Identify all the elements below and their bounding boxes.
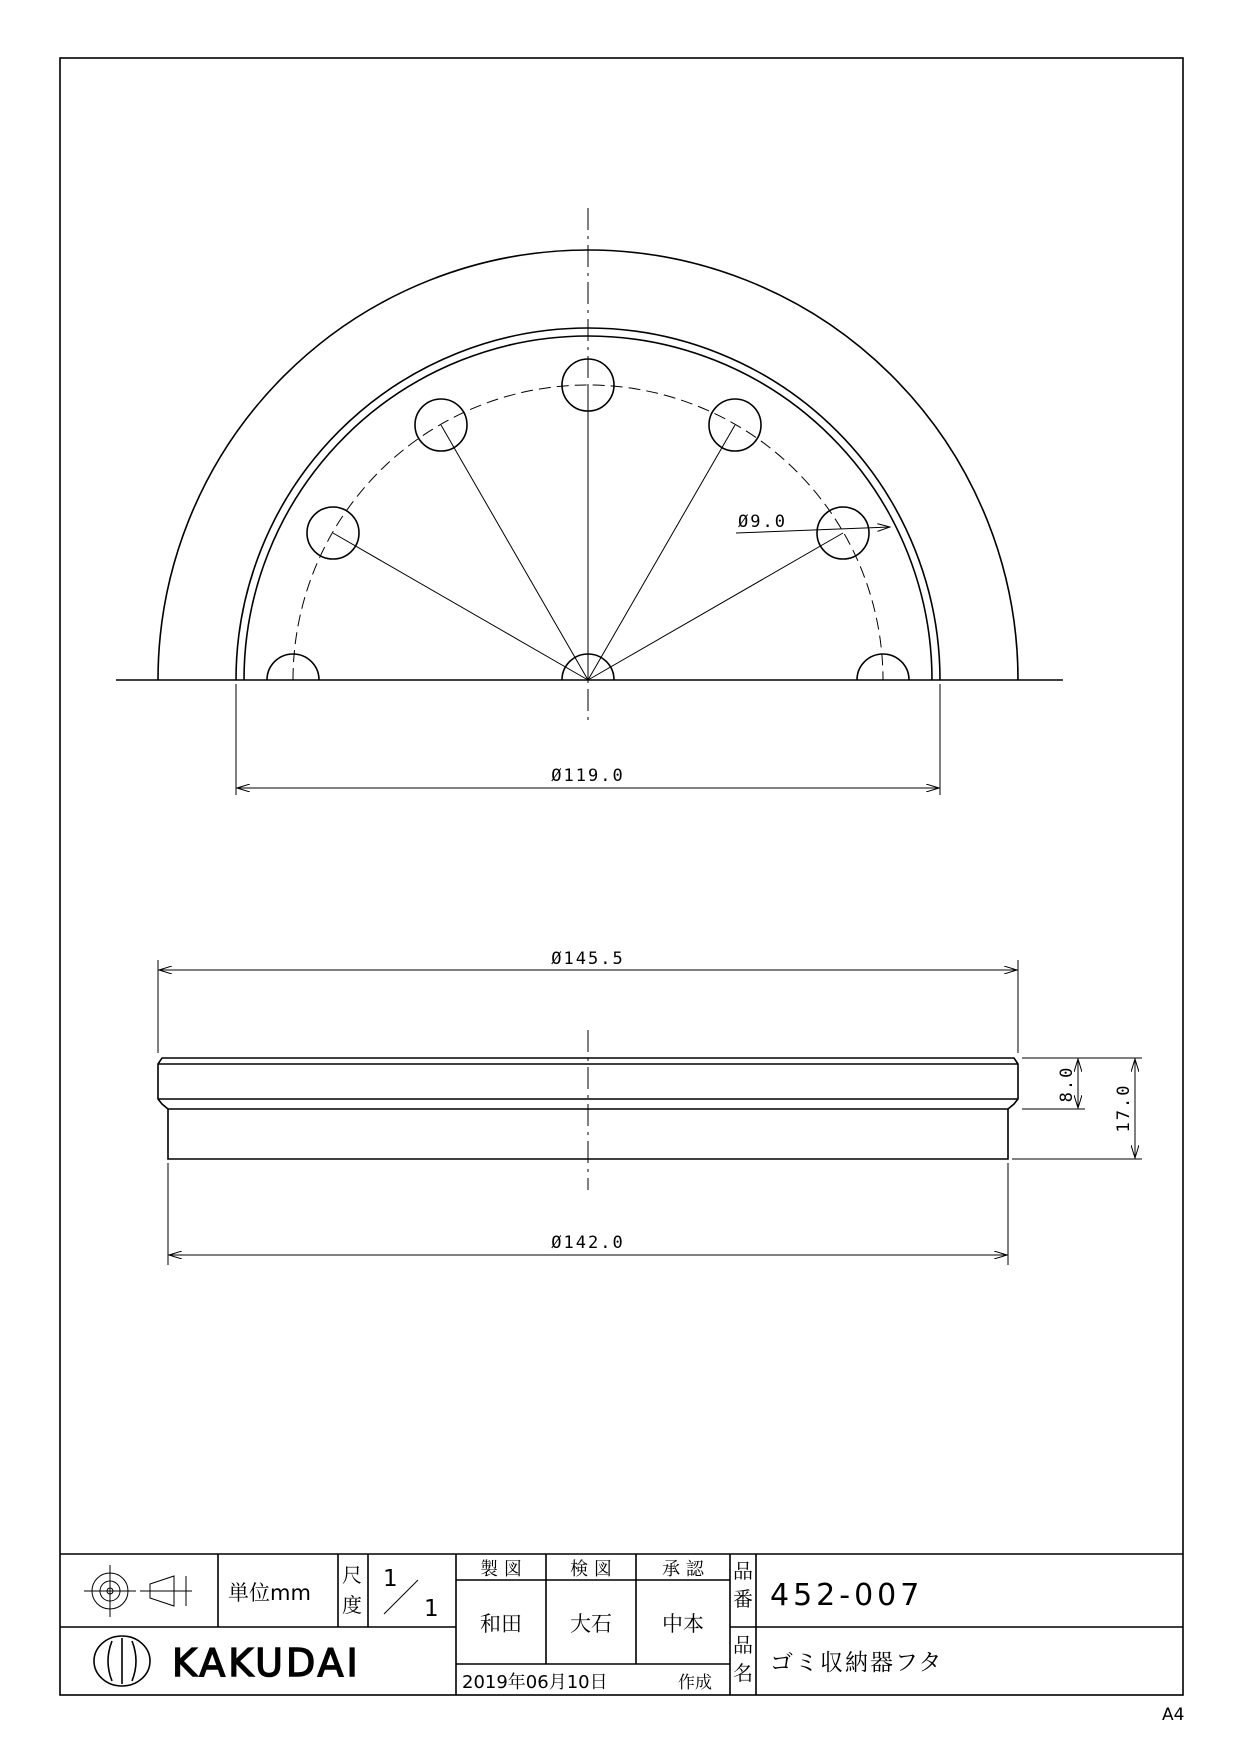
third-angle-projection-icon <box>84 1565 192 1617</box>
sheet-size-label: A4 <box>1162 1705 1185 1725</box>
date-text: 2019年06月10日 <box>462 1672 608 1693</box>
part-number: 452-007 <box>770 1578 924 1613</box>
spoke-1 <box>333 533 588 680</box>
spoke-5 <box>588 533 843 680</box>
scale-label-bottom: 度 <box>342 1593 362 1617</box>
unit-label: 単位mm <box>228 1581 311 1605</box>
checked-by: 大石 <box>570 1612 612 1636</box>
outer-diameter-label: Ø145.5 <box>551 949 625 969</box>
title-block <box>60 1554 1183 1695</box>
part-number-label-bottom: 番 <box>733 1587 753 1611</box>
part-name: ゴミ収納器フタ <box>770 1650 944 1676</box>
drawn-header: 製 図 <box>480 1559 522 1580</box>
side-view <box>158 949 1142 1265</box>
hole-diameter-label: Ø9.0 <box>738 512 787 532</box>
checked-header: 検 図 <box>570 1559 612 1580</box>
top-view <box>116 208 1063 795</box>
part-name-label-bottom: 名 <box>733 1661 753 1685</box>
brand-name: KAKUDAI <box>172 1641 361 1685</box>
part-number-label-top: 品 <box>733 1559 753 1583</box>
inner-diameter-label: Ø119.0 <box>551 766 625 786</box>
date-suffix: 作成 <box>678 1673 712 1693</box>
drawing-border <box>60 58 1183 1695</box>
approved-by: 中本 <box>662 1612 704 1636</box>
spoke-2 <box>441 425 588 680</box>
approved-header: 承 認 <box>662 1559 704 1580</box>
base-diameter-label: Ø142.0 <box>551 1233 625 1253</box>
part-name-label-top: 品 <box>733 1633 753 1657</box>
rim-height-label: 8.0 <box>1057 1065 1077 1103</box>
total-height-label: 17.0 <box>1114 1083 1134 1133</box>
scale-label-top: 尺 <box>342 1563 362 1587</box>
kakudai-logo <box>94 1636 150 1686</box>
drawn-by: 和田 <box>480 1612 522 1636</box>
scale-numerator: 1 <box>383 1566 398 1592</box>
scale-denominator: 1 <box>424 1596 439 1622</box>
spoke-4 <box>588 425 735 680</box>
